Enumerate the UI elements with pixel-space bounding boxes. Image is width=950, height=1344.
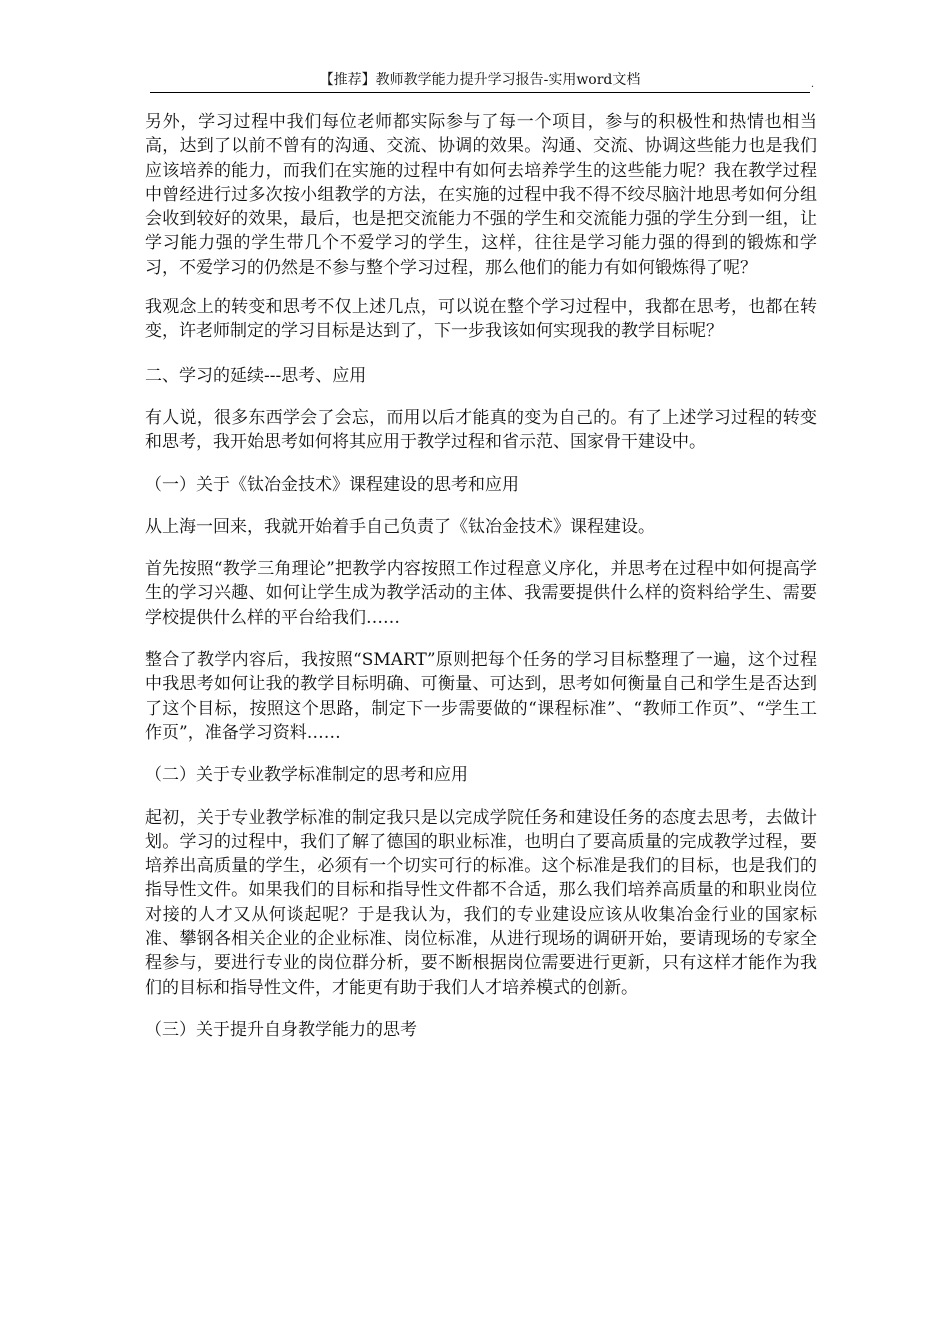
header-title: 【推荐】教师教学能力提升学习报告-实用word文档: [319, 72, 641, 88]
paragraph-application-intro: 有人说，很多东西学会了会忘，而用以后才能真的变为自己的。有了上述学习过程的转变和思考，我开始思考如何将其应用于教学过程和省示范、国家骨干建设中。: [145, 407, 817, 453]
page-header: [150, 70, 814, 93]
subsection-heading-course-construction: （一）关于《钛冶金技术》课程建设的思考和应用: [145, 474, 519, 495]
subsection-heading-self-improvement: （三）关于提升自身教学能力的思考: [145, 1019, 417, 1040]
paragraph-concept-change: 我观念上的转变和思考不仅上述几点，可以说在整个学习过程中，我都在思考，也都在转变，许老师制定的学习目标是达到了，下一步我该如何实现我的教学目标呢？: [145, 297, 817, 342]
subsection-heading-teaching-standard: （二）关于专业教学标准制定的思考和应用: [145, 765, 468, 786]
paragraph-collaboration-reflection: 另外，学习过程中我们每位老师都实际参与了每一个项目，参与的积极性和热情也相当高，达到了以前不曾有的沟通、交流、协调的效果。沟通、交流、协调这些能力也是我们应该培养的能力，而我们在实施的过程中有如何去培养学生的这些能力呢？我在教学过程中曾经进行过多次按小组教学的方法，在实施的过程中我不得不绞尽脑汁地思考如何分组会收到较好的效果，最后，也是把交流能力不强的学生和交流能力强的学生分到一组，让学习能力强的学生带几个不爱学习的学生，这样，往往是学习能力强的得到的锻炼和学习，不爱学习的仍然是不参与整个学习过程，那么他们的能力有如何锻炼得了呢？: [145, 112, 817, 278]
paragraph-smart-principle: 整合了教学内容后，我按照“SMART”原则把每个任务的学习目标整理了一遍，这个过程中我思考如何让我的教学目标明确、可衡量、可达到，思考如何衡量自己和学生是否达到了这个目标，按照这个思路，制定下一步需要做的“课程标准”、“教师工作页”、“学生工作页”，准备学习资料……: [145, 650, 817, 743]
header-mark: .: [810, 79, 814, 90]
document-body: [145, 110, 817, 1058]
section-heading-continuation: 二、学习的延续---思考、应用: [145, 365, 367, 386]
paragraph-standard-formulation: 起初，关于专业教学标准的制定我只是以完成学院任务和建设任务的态度去思考，去做计划。学习的过程中，我们了解了德国的职业标准，也明白了要高质量的完成教学过程，要培养出高质量的学生，必须有一个切实可行的标准。这个标准是我们的目标，也是我们的指导性文件。如果我们的目标和指导性文件都不合适，那么我们培养高质量的和职业岗位对接的人才又从何谈起呢？于是我认为，我们的专业建设应该从收集冶金行业的国家标准、攀钢各相关企业的企业标准、岗位标准，从进行现场的调研开始，要请现场的专家全程参与，要进行专业的岗位群分析，要不断根据岗位需要进行更新，只有这样才能作为我们的目标和指导性文件，才能更有助于我们人才培养模式的创新。: [145, 807, 817, 998]
paragraph-course-start: 从上海一回来，我就开始着手自己负责了《钛冶金技术》课程建设。: [145, 516, 655, 537]
paragraph-teaching-triangle: 首先按照“教学三角理论”把教学内容按照工作过程意义序化，并思考在过程中如何提高学生的学习兴趣、如何让学生成为教学活动的主体、我需要提供什么样的资料给学生、需要学校提供什么样的平台给我们……: [145, 559, 817, 628]
